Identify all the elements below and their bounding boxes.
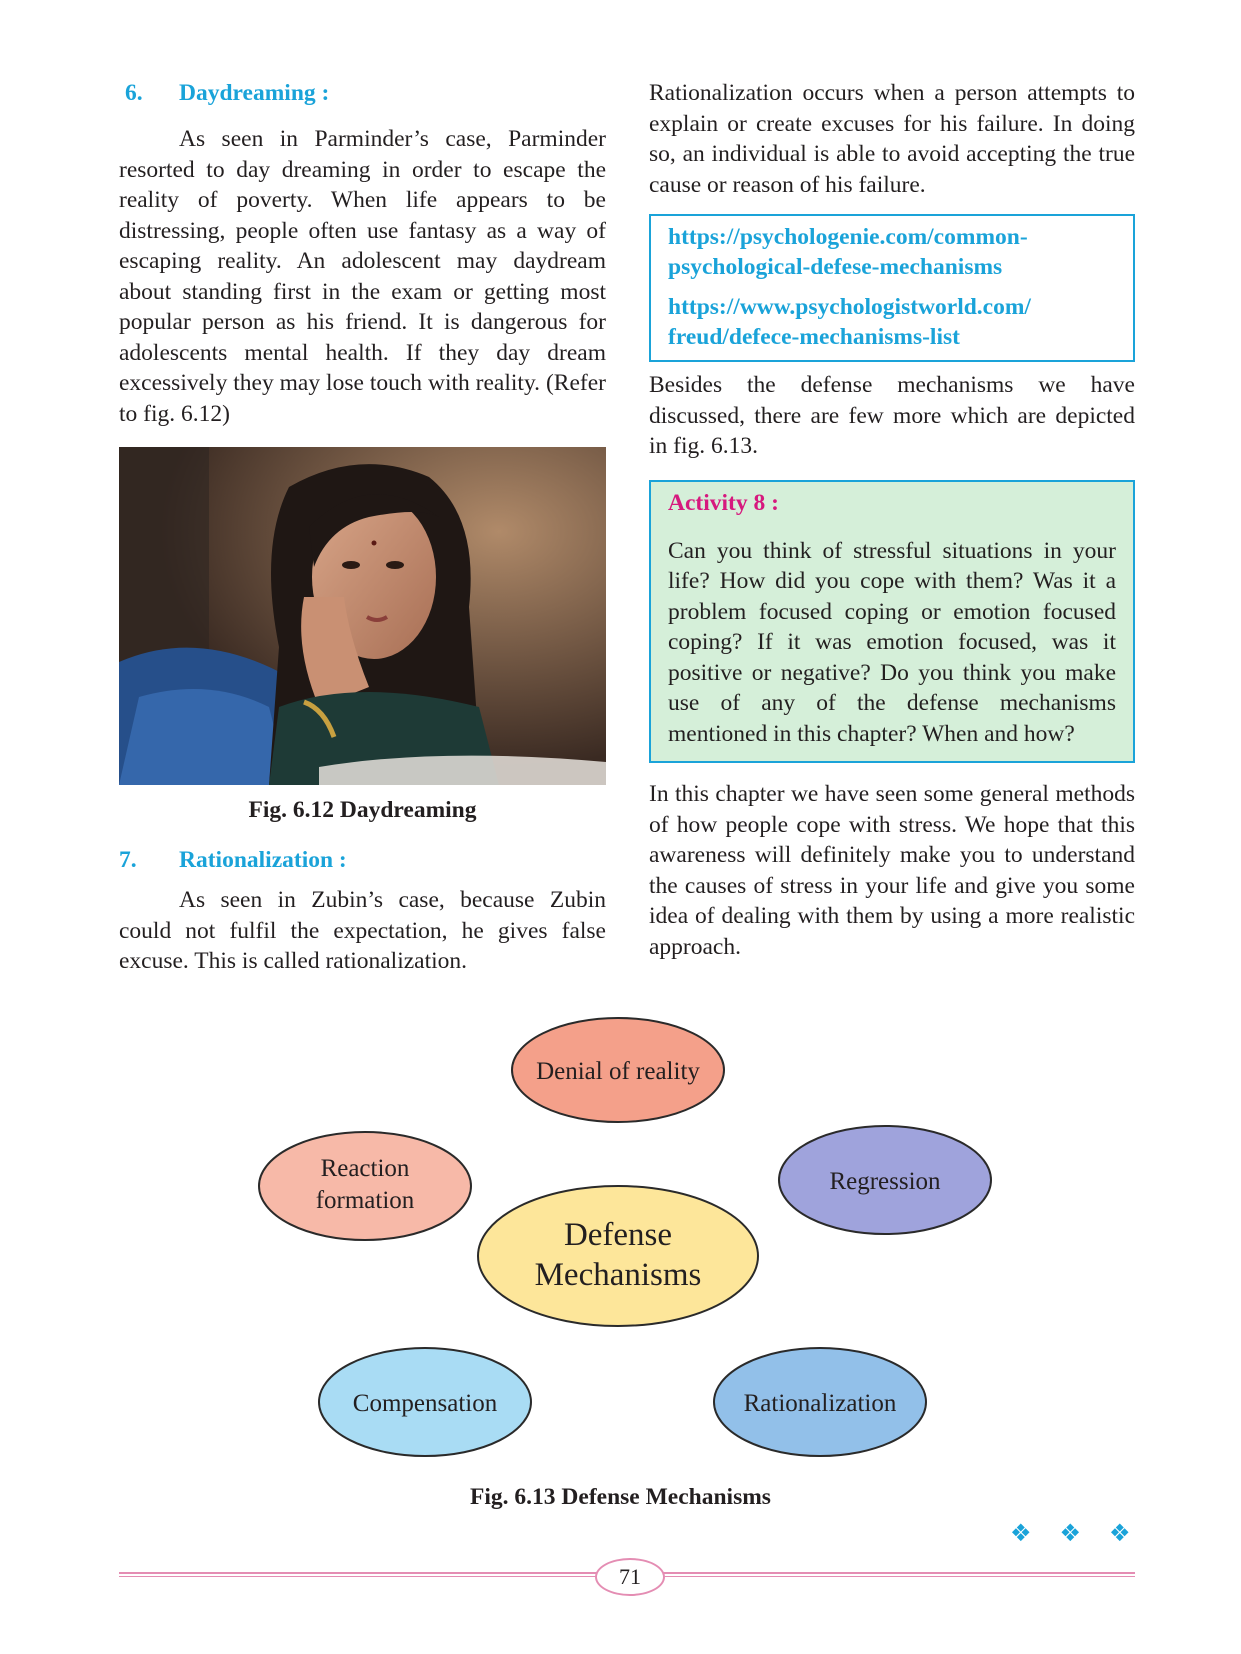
node-label: formation: [315, 1187, 415, 1214]
conclusion-paragraph: In this chapter we have seen some general methods of how people cope with stress. We hope that this awareness will definitely make you to understand the causes of stress in your life and give you some idea of dealing with them by using a more realistic approach.: [649, 781, 1135, 960]
section-title: Daydreaming :: [179, 80, 330, 106]
reference-links-box: [649, 214, 1135, 362]
diamond-icon: ❖: [1059, 1519, 1082, 1547]
center-label: Mechanisms: [534, 1257, 702, 1293]
link-line: freud/defece-mechanisms-list: [668, 324, 960, 350]
page-number: 71: [595, 1558, 665, 1596]
left-column: [119, 78, 606, 977]
diamond-icon: ❖: [1109, 1519, 1131, 1547]
activity-box: [649, 480, 1135, 764]
right-column: [649, 78, 1135, 962]
node-reaction-formation: [259, 1132, 471, 1240]
activity-text: Can you think of stressful situations in your life? How did you cope with them? Was it a problem focused coping or emotion focused coping? If it was emotion focused, was it positive or negative? Do you think you make use of any of the defense mechanisms mentioned in this chapter? When and how?: [668, 537, 1116, 747]
node-label: Regression: [829, 1168, 941, 1195]
daydreaming-paragraph: As seen in Parminder’s case, Parminder resorted to day dreaming in order to escape the reality of poverty. When life appears to be distressing, people often use fantasy as a way of escaping reality. An adolescent may daydream about standing first in the exam or getting most popular person as his friend. It is dangerous for adolescents mental health. If they day dream excessively they may lose touch with reality. (Refer to fig. 6.12): [119, 126, 606, 427]
reference-link-psychologistworld[interactable]: [668, 292, 1117, 352]
node-defense-mechanisms: [478, 1186, 758, 1326]
diamond-icon: ❖: [1010, 1519, 1032, 1547]
section-number: 6.: [125, 80, 143, 106]
daydreaming-photo: [119, 447, 606, 785]
link-line: https://psychologenie.com/common-: [668, 224, 1028, 250]
figure-caption: Fig. 6.12 Daydreaming: [248, 797, 477, 823]
end-ornament: [1010, 1519, 1153, 1548]
node-label: Compensation: [352, 1390, 498, 1417]
defense-mechanisms-diagram: [240, 1000, 1000, 1470]
reference-link-psychologenie[interactable]: [668, 222, 1117, 282]
center-label: Defense: [563, 1217, 673, 1253]
link-line: https://www.psychologistworld.com/: [668, 294, 1031, 320]
section-heading-daydreaming: [119, 78, 606, 108]
node-label: Reaction: [320, 1155, 410, 1182]
activity-title: Activity 8 :: [668, 489, 779, 516]
daydreaming-illustration: [119, 447, 606, 785]
section-number: 7.: [119, 847, 137, 873]
section-title: Rationalization :: [179, 847, 347, 873]
rationalization-explanation: Rationalization occurs when a person attempts to explain or create excuses for his failure. In doing so, an individual is able to avoid accepting the true cause or reason of his failure.: [649, 80, 1135, 198]
node-label: Rationalization: [743, 1390, 897, 1417]
section-heading-rationalization: [119, 845, 606, 875]
besides-paragraph: Besides the defense mechanisms we have discussed, there are few more which are depicted in fig. 6.13.: [649, 372, 1135, 459]
link-line: psychological-defese-mechanisms: [668, 254, 1003, 280]
rationalization-paragraph: As seen in Zubin’s case, because Zubin could not fulfil the expectation, he gives false excuse. This is called rationalization.: [119, 887, 606, 974]
node-label: Denial of reality: [536, 1058, 700, 1085]
figure-caption-defense-mechanisms: Fig. 6.13 Defense Mechanisms: [470, 1484, 771, 1510]
